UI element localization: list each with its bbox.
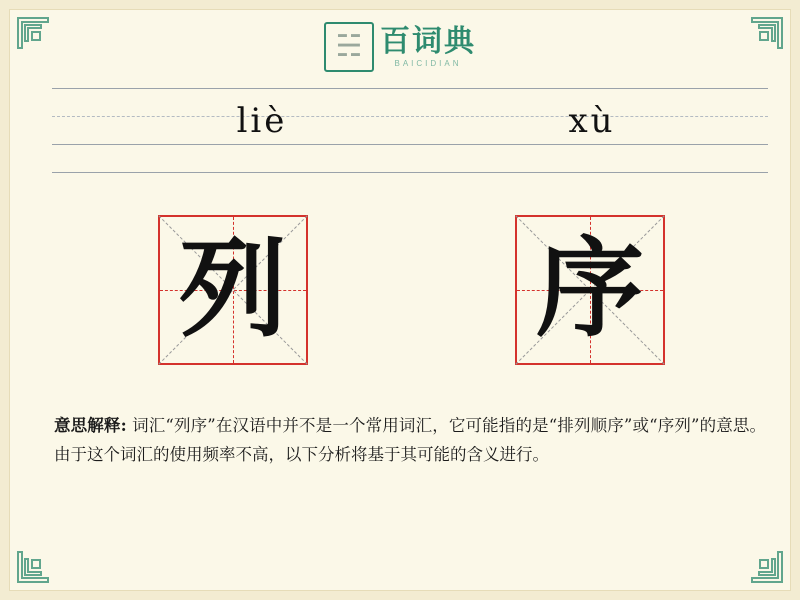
pinyin-first: liè — [236, 101, 288, 141]
logo-title-en: BAICIDIAN — [394, 58, 462, 68]
explanation-text: 词汇“列序”在汉语中并不是一个常用词汇，它可能指的是“排列顺序”或“序列”的意思。由于这个词汇的使用频率不高，以下分析将基于其可能的含义进行。 — [54, 416, 767, 464]
seal-stamp-icon: ☵ — [324, 22, 374, 72]
corner-ornament-top-right — [750, 16, 784, 50]
character-box-second — [515, 215, 665, 365]
explanation-label: 意思解释: — [54, 416, 127, 435]
pinyin-staff — [52, 88, 768, 172]
site-logo[interactable] — [324, 22, 476, 72]
pinyin-second: xù — [568, 101, 616, 141]
logo-title-cn: 百词典 — [380, 23, 476, 59]
staff-line-4 — [52, 172, 768, 173]
character-box-first — [158, 215, 308, 365]
logo-text — [380, 23, 476, 68]
corner-ornament-top-left — [16, 16, 50, 50]
character-glyph-first: 列 — [178, 227, 287, 352]
staff-line-1 — [52, 88, 768, 89]
corner-ornament-bottom-left — [16, 550, 50, 584]
character-glyph-second: 序 — [535, 227, 644, 352]
explanation-block — [54, 412, 766, 470]
corner-ornament-bottom-right — [750, 550, 784, 584]
